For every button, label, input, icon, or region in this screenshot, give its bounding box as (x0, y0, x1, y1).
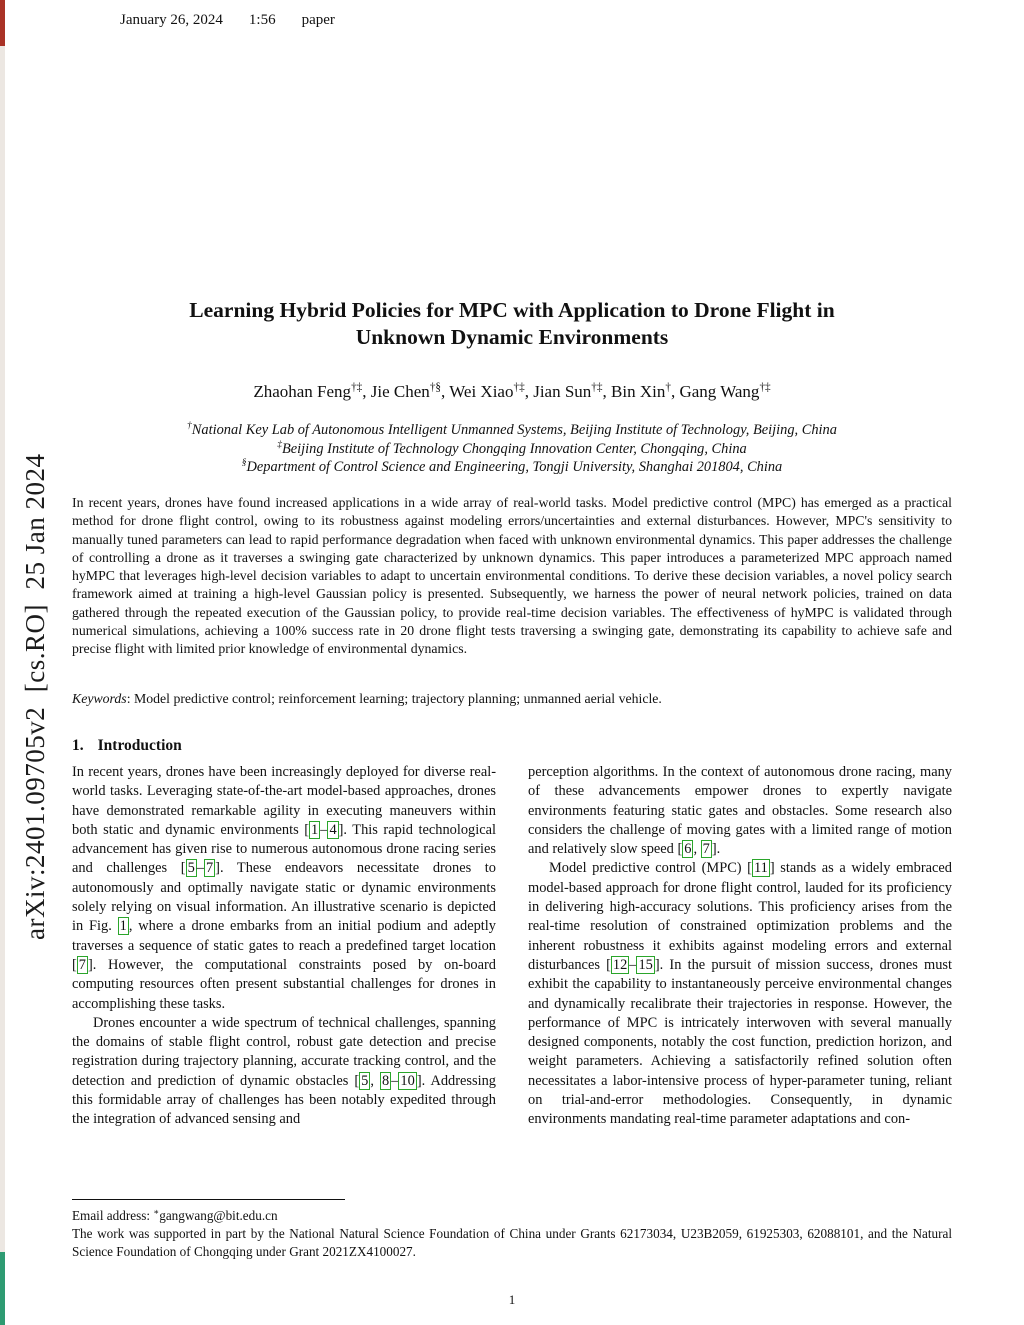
affiliation-line-1: †National Key Lab of Autonomous Intelligent Unmanned Systems, Beijing Institute of Technology, Beijing, China (187, 421, 837, 438)
superscript-marker: † (665, 381, 671, 394)
paper-title-line1: Learning Hybrid Policies for MPC with Application to Drone Flight in (189, 298, 835, 322)
citation-link[interactable]: 1 (119, 918, 127, 935)
affiliation-line-3: §Department of Control Science and Engineering, Tongji University, Shanghai 201804, China (241, 458, 783, 476)
section-number: 1. (72, 737, 84, 754)
citation-link[interactable]: 15 (638, 956, 653, 973)
abstract-text: In recent years, drones have found increased applications in a wide array of real-world tasks. Model predictive control (MPC) has emerged as a practical method for drone flight control, owing to its robustness against modeling errors/uncertainties and external disturbances. However, MPC's sensitivity to manually tuned parameters can lead to rapid performance degradation when faced with unknown environmental dynamics. This paper addresses the challenge of controlling a drone as it traverses a swinging gate characterized by unknown dynamics. This paper introduces a parameterized MPC approach named hyMPC that leverages high-level decision variables to adapt to uncertain environmental conditions. To derive these decision variables, a novel policy search framework aimed at training a high-level Gaussian policy is presented. Subsequently, we harness the power of neural network policies, trained on data gathered through the repeated execution of the Gaussian policy, to provide real-time decision variables. The effectiveness of hyMPC is validated through numerical simulations, achieving a 100% success rate in 20 drone flight tests traversing a swinging gate, demonstrating its capability to achieve safe and precise flight with limited prior knowledge of environmental dynamics. (72, 495, 952, 657)
citation-link[interactable]: 5 (187, 860, 195, 877)
edge-mark-bottom (0, 1252, 5, 1325)
superscript-marker: †‡ (591, 381, 603, 394)
intro-paragraph-1: In recent years, drones have been increasingly deployed for diverse real-world tasks. Leveraging state-of-the-art model-based approaches, drones have demonstrated remarkable agility in executing maneuvers within both static and dynamic environments [ 1 – 4 ]. This rapid technological advancement has given rise to numerous autonomous drone racing series and challenges [ 5 – 7 ]. These endeavors necessitate drones to autonomously and optimally navigate static or dynamic environments solely relying on visual information. An illustrative scenario is depicted in Fig. 1 , where a drone embarks from an initial podium and adeptly traverses a sequence of static gates to reach a predefined target location [ 7 ]. However, the computational constraints posed by on-board computing resources often present substantial challenges for drones in accomplishing these tasks. (72, 764, 497, 1012)
paper-title (72, 297, 952, 351)
superscript-marker: † (187, 421, 192, 432)
page-number: 1 (508, 1292, 516, 1307)
superscript-marker: § (241, 458, 247, 469)
superscript-marker: †‡ (513, 381, 525, 394)
edge-mark-top (0, 0, 5, 46)
paper-title-line2: Unknown Dynamic Environments (355, 325, 669, 349)
citation-link[interactable]: 4 (329, 821, 337, 838)
superscript-marker: ‡ (277, 439, 282, 450)
affiliation-line-2: ‡Beijing Institute of Technology Chongqing Innovation Center, Chongqing, China (277, 439, 747, 457)
two-column-body (72, 763, 952, 1130)
superscript-marker: †§ (429, 381, 442, 394)
intro-paragraph-3: perception algorithms. In the context of autonomous drone racing, many of these advancements empower drones to expertly navigate environments featuring static gates and obstacles. Some research also considers the challenge of moving gates with a limited range of motion and relatively slow speed [ 6 , 7 ]. (528, 764, 952, 858)
header-label: paper (301, 12, 335, 28)
affiliations (52, 421, 972, 477)
header-time: 1:56 (248, 12, 276, 28)
citation-link[interactable]: 7 (78, 956, 86, 973)
citation-link[interactable]: 1 (311, 821, 319, 838)
superscript-marker: †‡ (351, 381, 363, 394)
left-column (72, 763, 496, 1130)
citation-link[interactable]: 6 (684, 841, 692, 858)
funding-footnote: The work was supported in part by the National Natural Science Foundation of China under Grants 62173034, U23B2059, 61925303, 62088101, and the Natural Science Foundation of Chongqing under Grant 2021ZX4100027. (72, 1226, 952, 1259)
citation-link[interactable]: 7 (702, 841, 710, 858)
author-list: Zhaohan Feng†‡, Jie Chen†§, Wei Xiao†‡, Jian Sun†‡, Bin Xin†, Gang Wang†‡ (253, 381, 771, 401)
header-date: January 26, 2024 (120, 12, 223, 28)
arxiv-watermark: arXiv:2401.09705v2 [cs.RO] 25 Jan 2024 (20, 453, 50, 940)
section-heading-introduction (72, 737, 182, 755)
email-footnote: Email address: ∗gangwang@bit.edu.cn (72, 1206, 278, 1223)
intro-paragraph-4: Model predictive control (MPC) [ 11 ] stands as a widely embraced model-based approach for drone flight control, lauded for its proficiency in delivering high-accuracy solutions. This proficiency arises from the real-time resolution of constrained optimization problems and the inherent robustness it exhibits against modeling errors and external disturbances [ 12 – 15 ]. In the pursuit of mission success, drones must exhibit the capability to instantaneously perceive environmental changes and dynamically recalibrate their trajectories in response. However, the performance of MPC is intricately interwoven with several manually designed components, notably the cost function, prediction horizon, and weight parameters. Achieving a satisfactorily refined solution often necessitates a labor-intensive process of hyper-parameter tuning, reliant on trial-and-error methodologies. Consequently, in dynamic environments mandating real-time parameter adaptations and con- (528, 860, 952, 1128)
citation-link[interactable]: 8 (382, 1072, 390, 1089)
page-edge-strip (0, 0, 5, 1325)
right-column (528, 763, 952, 1130)
footnote-rule (72, 1199, 345, 1200)
italic-label: Keywords (72, 691, 127, 706)
citation-link[interactable]: 12 (612, 956, 628, 973)
citation-link[interactable]: 11 (753, 860, 768, 877)
compile-header (120, 12, 361, 29)
citation-link[interactable]: 7 (205, 860, 214, 877)
intro-paragraph-2: Drones encounter a wide spectrum of technical challenges, spanning the domains of stable flight control, robust gate detection and precise registration during trajectory planning, accurate tracking control, and the detection and prediction of dynamic obstacles [ 5 , 8 – 10 ]. Addressing this formidable array of challenges has been notably expedited through the integration of advanced sensing and (72, 1014, 496, 1128)
keywords-line: Keywords: Model predictive control; reinforcement learning; trajectory planning; unmanned aerial vehicle. (72, 691, 662, 706)
superscript-marker: ∗ (153, 1206, 160, 1217)
superscript-marker: †‡ (759, 381, 771, 394)
section-title: Introduction (97, 737, 182, 754)
citation-link[interactable]: 5 (361, 1072, 369, 1089)
citation-link[interactable]: 10 (400, 1072, 415, 1089)
